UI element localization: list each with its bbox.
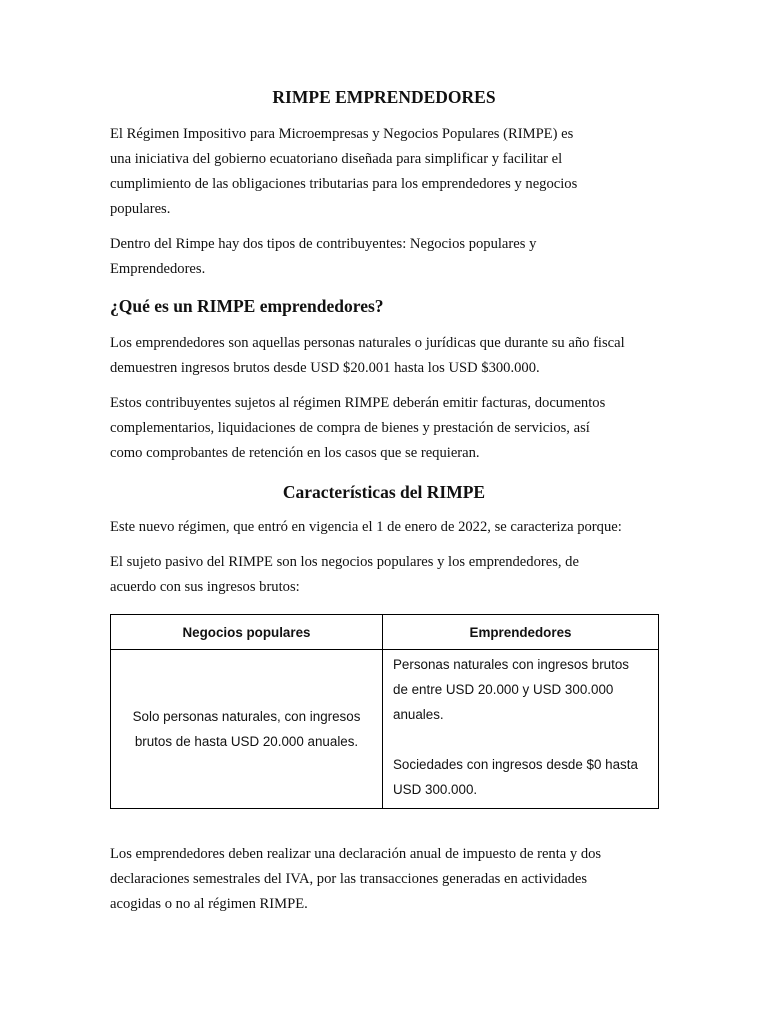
emprendedores-personas-naturales: Personas naturales con ingresos brutos de entre USD 20.000 y USD 300.000 anuales. (393, 657, 629, 722)
document-title: RIMPE EMPRENDEDORES (272, 87, 496, 107)
intro-paragraph: El Régimen Impositivo para Microempresas y Negocios Populares (RIMPE) es una iniciativa del gobierno ecuatoriano diseñada para simplificar y facilitar el cumplimiento de las obligaciones tributarias para los emprendedores y negocios populares. (110, 126, 578, 217)
section1-paragraph-obligations: Estos contribuyentes sujetos al régimen RIMPE deberán emitir facturas, documentos complementarios, liquidaciones de compra de bienes y prestación de servicios, así como comprobantes de retención en los casos que se requieran. (110, 395, 606, 461)
table-cell-negocios-populares (111, 650, 383, 809)
closing-paragraph: Los emprendedores deben realizar una declaración anual de impuesto de renta y dos declaraciones semestrales del IVA, por las transacciones generadas en actividades acogidas o no al régimen RIMPE. (110, 846, 602, 912)
section2-paragraph-vigencia: Este nuevo régimen, que entró en vigencia el 1 de enero de 2022, se caracteriza porque: (110, 519, 622, 535)
section1-paragraph-definition: Los emprendedores son aquellas personas naturales o jurídicas que durante su año fiscal demuestren ingresos brutos desde USD $20.001 hasta los USD $300.000. (110, 335, 625, 376)
table-row (111, 650, 659, 809)
comparison-table (110, 614, 659, 809)
section-heading-caracteristicas: Características del RIMPE (282, 482, 486, 502)
table-header-emprendedores: Emprendedores (383, 615, 659, 650)
section-heading-que-es: ¿Qué es un RIMPE emprendedores? (110, 296, 384, 316)
table-header-negocios-populares: Negocios populares (111, 615, 383, 650)
negocios-populares-description: Solo personas naturales, con ingresos brutos de hasta USD 20.000 anuales. (132, 709, 361, 749)
section2-paragraph-sujeto-pasivo: El sujeto pasivo del RIMPE son los negocios populares y los emprendedores, de acuerdo con sus ingresos brutos: (110, 554, 579, 595)
table-header-row (111, 615, 659, 650)
table-cell-emprendedores (383, 650, 659, 809)
emprendedores-sociedades: Sociedades con ingresos desde $0 hasta USD 300.000. (393, 757, 638, 797)
emprendedores-description (383, 650, 658, 802)
types-paragraph: Dentro del Rimpe hay dos tipos de contribuyentes: Negocios populares y Emprendedores. (110, 236, 537, 277)
